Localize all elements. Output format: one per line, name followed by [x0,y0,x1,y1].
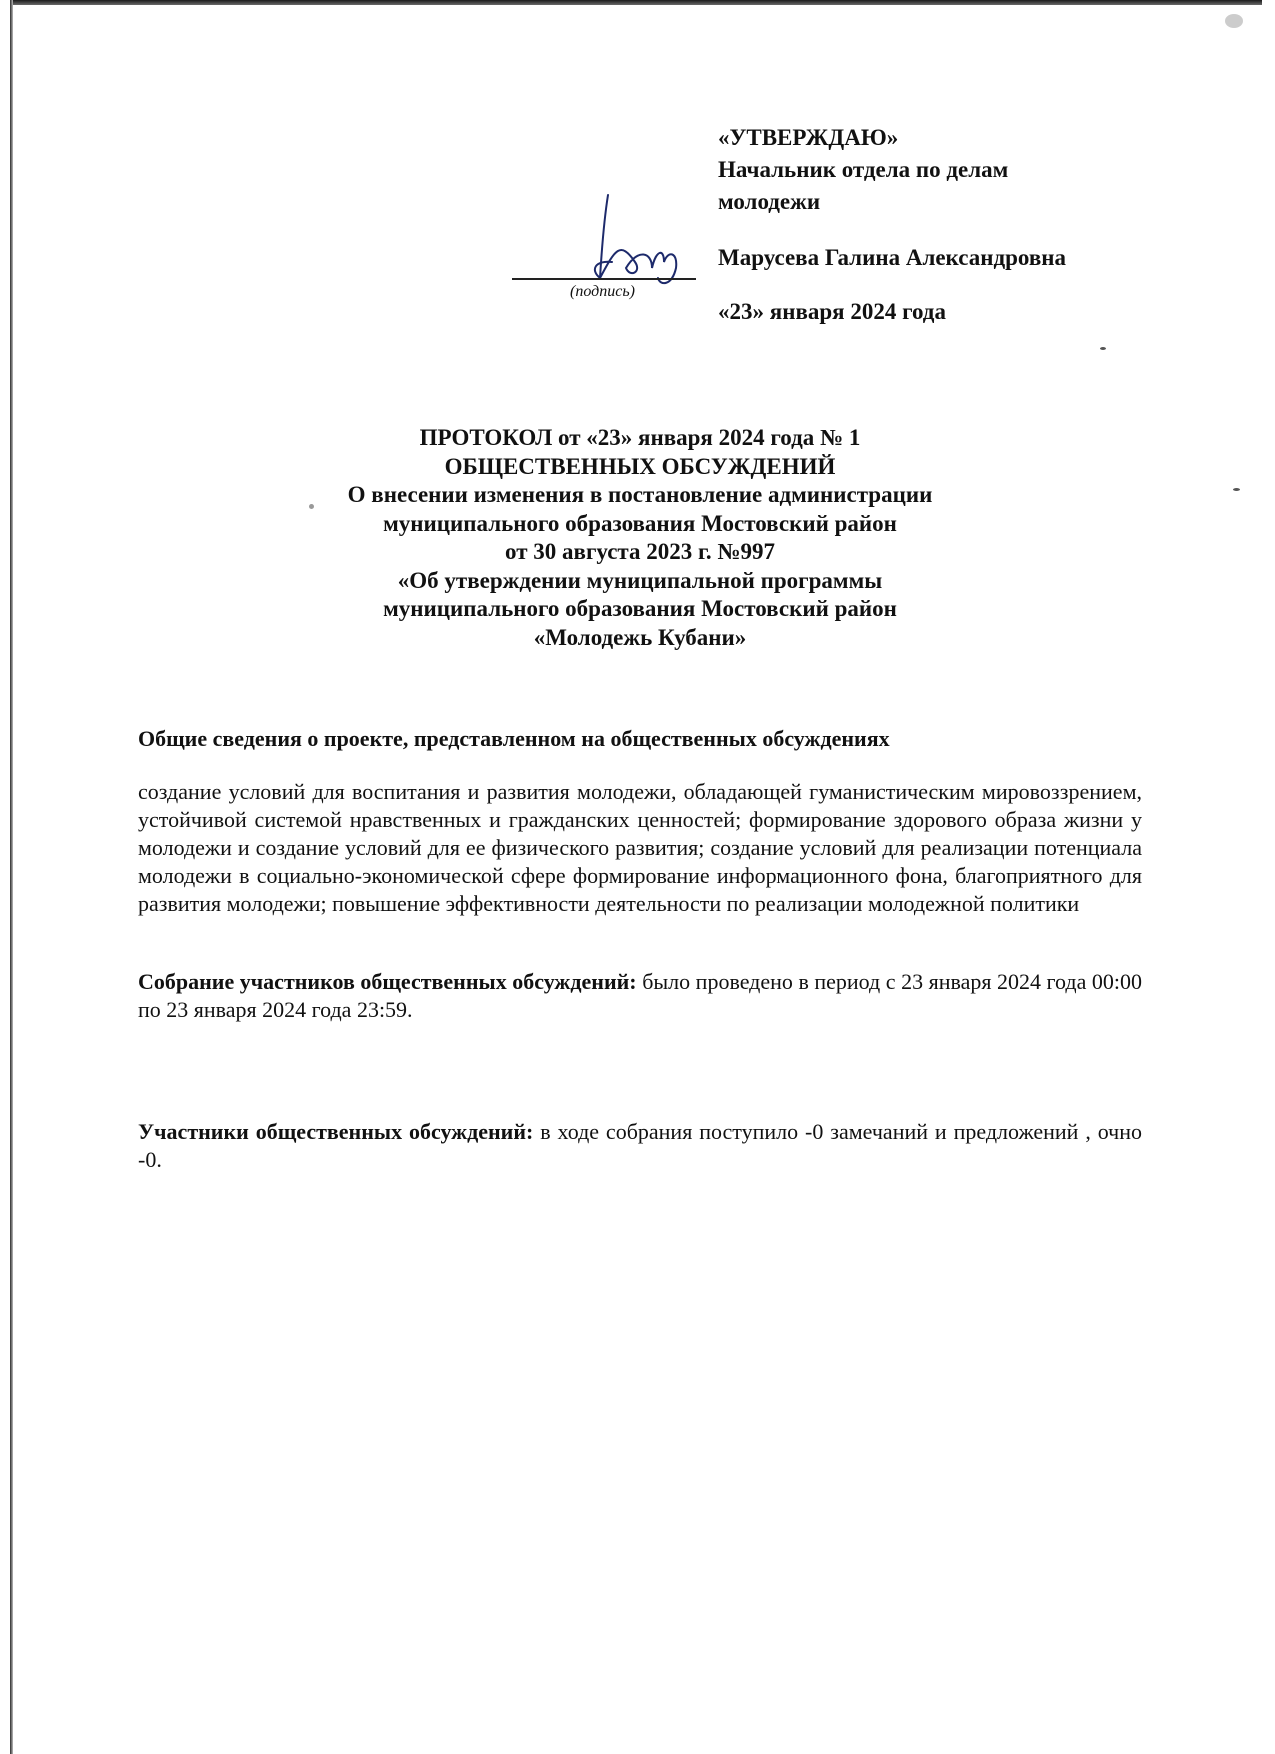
title-line: муниципального образования Мостовский район [383,510,897,536]
meeting-label: Собрание участников общественных обсуждений: [138,969,637,994]
handwritten-signature [560,190,710,290]
approval-position: Начальник отдела по делам молодежи [718,157,1009,214]
signature-line [512,278,696,280]
title-line: «Об утверждении муниципальной программы [397,567,883,593]
scan-speck [1100,347,1106,350]
title-line: от 30 августа 2023 г. №997 [505,539,775,564]
project-info-text: создание условий для воспитания и развития молодежи, обладающей гуманистическим мировоззрением, устойчивой системой нравственных и гражданских ценностей; формирование здорового образа жизни у молодежи и создание условий для ее физического развития; создание условий для реализации потенциала молодежи в социально-экономической сфере формирование информационного фона, благоприятного для развития молодежи; повышение эффективности деятельности по реализации молодежной политики [138,779,1142,916]
approval-name: Марусева Галина Александровна [718,245,1066,270]
title-line: «Молодежь Кубани» [533,624,747,650]
title-line: ПРОТОКОЛ от «23» января 2024 года № 1 [419,425,861,450]
meeting-text: было проведено в период с 23 января 2024 года 00:00 по 23 января 2024 года 23:59. [138,969,1143,1022]
approval-block [718,122,1158,328]
approval-heading: «УТВЕРЖДАЮ» [718,125,899,150]
participants-paragraph [138,1118,1142,1174]
scan-speck [1225,14,1243,28]
signature-caption: (подпись) [570,283,635,300]
participants-label: Участники общественных обсуждений: [138,1119,534,1144]
participants-text: в ходе собрания поступило -0 замечаний и предложений , очно -0. [138,1119,1143,1172]
project-info-heading: Общие сведения о проекте, представленном на общественных обсуждениях [138,726,890,751]
meeting-paragraph [138,968,1142,1024]
scan-edge-top [12,0,1262,5]
protocol-title [280,424,1000,652]
title-line: О внесении изменения в постановление администрации [347,482,933,507]
scan-edge-left [10,0,13,1754]
scan-speck [1233,488,1240,491]
title-line: ОБЩЕСТВЕННЫХ ОБСУЖДЕНИЙ [444,453,836,479]
approval-date: «23» января 2024 года [718,299,946,324]
title-line: муниципального образования Мостовский район [383,596,897,621]
